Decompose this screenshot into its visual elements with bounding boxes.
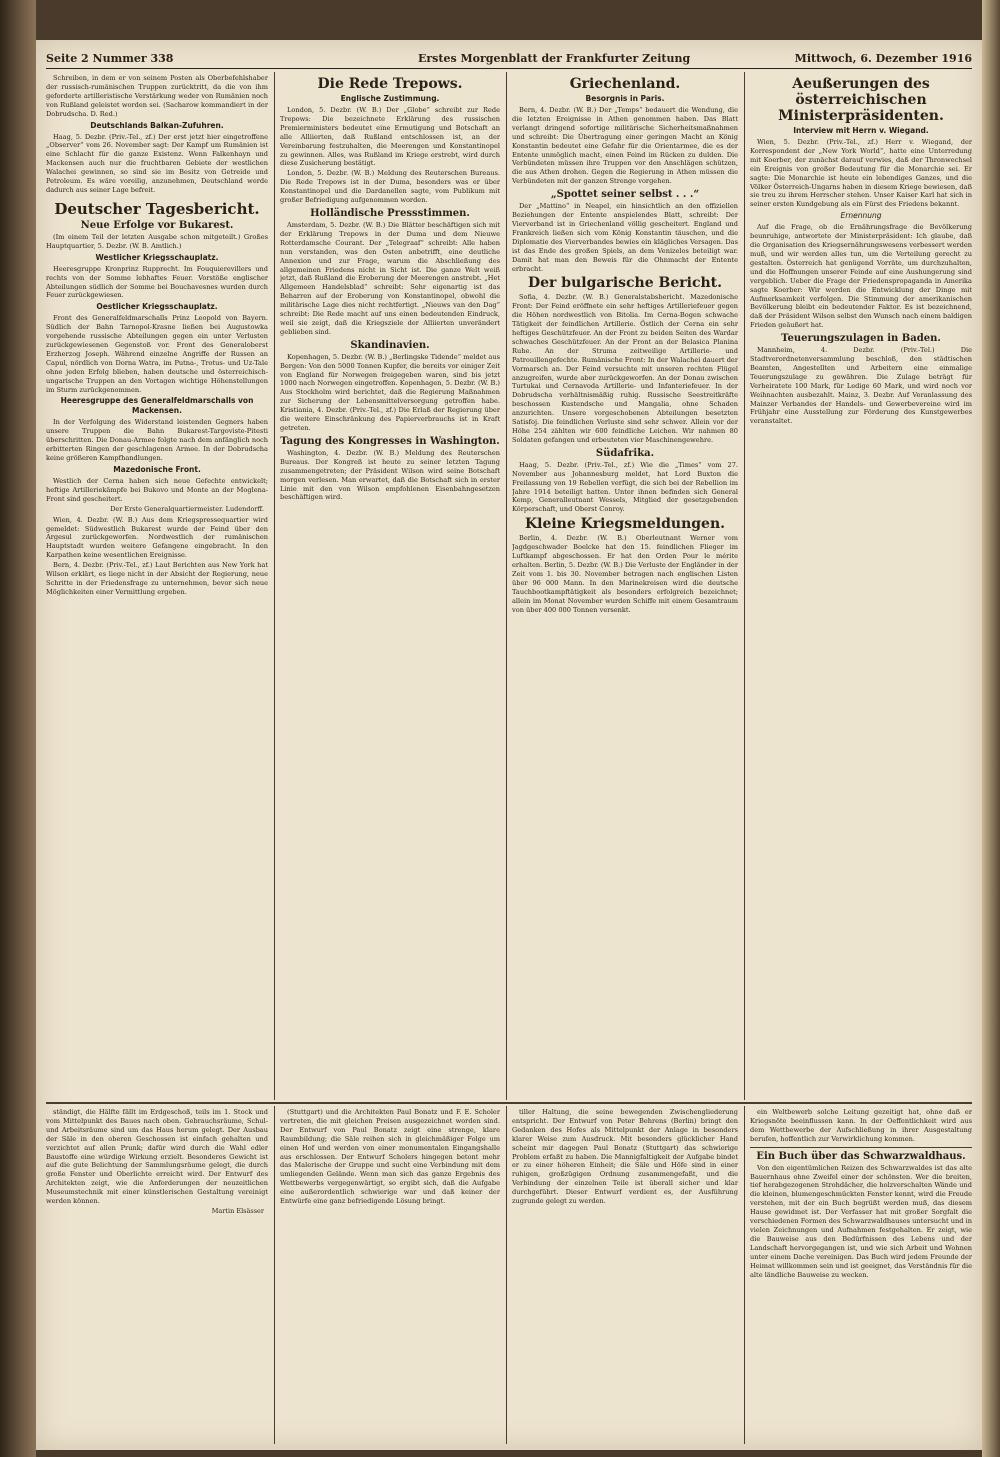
headline-trepow: Die Rede Trepows. [317,76,463,92]
article-text: Kopenhagen, 5. Dezbr. (W. B.) „Berlingske Tidende“ meldet aus Bergen: Von den 5000 Tonnen Kupfer, die bereits vor einiger Zeit von England für Norwegen freigegeben waren, sind bis jetzt 1000 nach Norwegen eingetroffen. Kopenhagen, 5. Dezbr. (W. B.) Aus Stockholm wird berichtet, daß die Regierung Maßnahmen zur Sicherung der Lebensmittelversorgung getroffen habe. Kristiania, 4. Dezbr. (Priv.-Tel., zf.) Die Erlaß der Regierung über die weitere Einschränkung des Papierverbrauchs ist in Kraft getreten. [280,352,500,432]
article-text: Front des Generalfeldmarschalls Prinz Leopold von Bayern. Südlich der Bahn Tarnopol-Krasne ließen bei Augustowka vorgehende russische Abteilungen gegen ein unter Verlusten zurückgewiesenen Gegenstoß vor. Front des Generaloberst Erzherzog Joseph. Während einzelne Angriffe der Russen an Capul, nördlich von Dorna Watra, im Putna-, Trotus- und Uz-Tale ohne jeden Erfolg blieben, haben deutsche und österreichisch-ungarische Truppen an den Vortagen wichtige Höhenstellungen im Sturm zurückgenommen. [46,314,268,394]
author-signature: Martin Elsässer [211,1206,264,1215]
article-text: Haag, 5. Dezbr. (Priv.-Tel., zf.) Der erst jetzt hier eingetroffene „Observer“ vom 26. November sagt: Der Kampf um Rumänien ist eine Schlacht für die ganze Existenz. Wenn Falkenhayn und Mackensen auch nur die fruchtbaren Gebiete der westlichen Walachei gewinnen, so sind sie im Besitz von Getreide und Petroleum. Es wäre voreilig, anzunehmen, Deutschland werde dadurch aus seiner Lage befreit. [46,132,268,194]
feuilleton-column-3 [512,1108,738,1444]
column-rule [274,72,275,1100]
feuilleton-text: Von den eigentümlichen Reizen des Schwarzwaldes ist das alte Bauernhaus ohne Zweifel einer der schönsten. Wer die breiten, tief herabgezogenen Strohdächer, die holzverschalten Wände und die kleinen, blumengeschmückten Fenster kennt, wird die Freude verstehen, mit der ein Buch begrüßt werden muß, das diesem Hause gewidmet ist. Der Verfasser hat mit großer Sorgfalt die verschiedenen Formen des Schwarzwaldhauses untersucht und in vielen Zeichnungen und Aufnahmen festgehalten. Er zeigt, wie die Bauweise aus den Bedürfnissen des Lebens und der Landschaft hervorgegangen ist, und wie sich Arbeit und Wohnen unter einem Dache vereinigen. Das Buch wird jedem Freunde der Heimat willkommen sein und ist geeignet, das Verständnis für die alte ländliche Bauweise zu wecken. [750,1163,972,1279]
headline-kriegsmeldungen: Kleine Kriegsmeldungen. [524,516,726,533]
article-text: Mannheim, 4. Dezbr. (Priv.-Tel.) Die Stadtverordnetenversammlung beschloß, den städtischen Beamten, Angestellten und Arbeitern eine einmalige Teuerungszulage zu gewähren. Die Zulage beträgt für Verheiratete 100 Mark, für Ledige 60 Mark, und wird noch vor Weihnachten ausbezahlt. Mainz, 3. Dezbr. Auf Veranlassung des Mainzer Verbandes der Handels- und Gewerbevereine wird im Frühjahr eine Ausstellung zur Förderung des Kunstgewerbes veranstaltet. [750,346,972,426]
page-header [46,50,972,69]
feuilleton-column-1 [46,1108,268,1444]
feuilleton-column-2 [280,1108,500,1444]
article-text: Der „Mattino“ in Neapel, ein hinsichtlich an den offiziellen Beziehungen der Entente anspielendes Blatt, schreibt: Der Vierverband ist in Griechenland völlig gescheitert. England und Frankreich ließen sich vom König Konstantin täuschen, und die Diplomatie des Vierverbandes bewies ein klägliches Versagen. Das ist das Ende des großen Spiels, an dem Venizelos beteiligt war. Damit hat man den Beweis für die Ohnmacht der Entente erbracht. [512,202,738,273]
article-text: (Im einem Teil der letzten Ausgabe schon mitgeteilt.) Großes Hauptquartier, 5. Dezbr. (W. B. Amtlich.) [46,232,268,250]
headline-suedafrika: Südafrika. [595,447,655,459]
article-text: Sofia, 4. Dezbr. (W. B.) Generalstabsbericht. Mazedonische Front: Der Feind eröffnete ein sehr heftiges Artilleriefeuer gegen die Höhen nordwestlich von Bitolia. Im Cerna-Bogen schwache Tätigkeit der feindlichen Artillerie. Östlich der Cerna ein sehr heftiges Geschützfeuer. An der Front zu beiden Seiten des Wardar schwaches Geschützfeuer. An der Front an der Belasica Planina Ruhe. An der Struma zeitweilige Artillerie- und Patrouillengefechte. Rumänische Front: In der Walachei dauert der Vormarsch an. Der Feind versuchte mit unseren rechten Flügel anzugreifen, wurde aber zurückgeworfen. An der Donau zwischen Turtukai und Cernavoda Artillerie- und Infanteriefeuer. In der Dobrudscha verhältnismäßig ruhig. Russische Seestreitkräfte beschossen Kustendsche und Mangalia, ohne Schaden anzurichten. Unsere vorgeschobenen Abteilungen besetzten Satisfoj. Die feindlichen Verluste sind sehr schwer. Allein vor der Höhe 254 zählten wir 600 feindliche Leichen. Wir nahmen 80 Soldaten gefangen und erbeuteten vier Maschinengewehre. [512,293,738,444]
headline-schwarzwaldhaus: Ein Buch über das Schwarzwaldhaus. [750,1147,972,1163]
column-rule [506,72,507,1100]
article-text: London, 5. Dezbr. (W. B.) Der „Globe“ schreibt zur Rede Trepows: Die bezeichnete Erklärung des russischen Premierministers bedeutet eine Ermutigung und Botschaft an alle Alliierten, daß Rußland entschlossen ist, an der Vereinbarung festzuhalten, die Meerengen und Konstantinopel zu gewinnen. Alles, was Rußland im Kriege erstrebt, wird durch diese Zusicherung bestätigt. [280,106,500,168]
article-text: In der Verfolgung des Widerstand leistenden Gegners haben unsere Truppen die Bahn Bukarest-Targoviste-Pitesti überschritten. Die Donau-Armee folgte nach dem anfänglich noch erbitterten Ringen der geschlagenen Armee. In der Dobrudscha keine größeren Kampfhandlungen. [46,418,268,463]
subheadline-interview: Interview mit Herrn v. Wiegand. [793,126,929,135]
article-text: Berlin, 4. Dezbr. (W. B.) Oberleutnant Werner vom Jagdgeschwader Boelcke hat den 15. feindlichen Flieger im Luftkampf abgeschossen. Er hat den Orden Pour le mérite erhalten. Berlin, 5. Dezbr. (W. B.) Die Verluste der Engländer in der Zeit vom 1. bis 30. November betragen nach englischen Listen über 96 000 Mann. In den Marinekreisen wird die deutsche Tauchbootkampftätigkeit als besonders erfolgreich bezeichnet; allein im Monat November wurden Schiffe mit einem Gesamtraum von über 400 000 Tonnen versenkt. [512,534,738,614]
headline-griechenland: Griechenland. [569,76,681,92]
headline-ministerpraesident: Aeußerungen des österreichischen Ministerpräsidenten. [778,76,944,124]
column-3 [512,74,738,1100]
headline-holland: Holländische Pressstimmen. [310,207,470,219]
subheadline-zustimmung: Englische Zustimmung. [340,94,440,103]
headline-mazedonisch: Mazedonische Front. [113,465,201,474]
article-text: London, 5. Dezbr. (W. B.) Meldung des Reuterschen Bureaus. Die Rede Trepows ist in der Duma, besonders was er über Konstantinopel und die Dardanellen sagte, vom Publikum mit großer Befriedigung aufgenommen worden. [280,169,500,205]
headline-oestlich: Oestlicher Kriegsschauplatz. [96,302,218,312]
column-4 [750,74,972,1100]
article-text: Washington, 4. Dezbr. (W. B.) Meldung des Reuterschen Bureaus. Der Kongreß ist heute zu seiner letzten Tagung zusammengetreten; der Präsident Wilson wird seine Botschaft morgen verlesen. Man erwartet, daß die Botschaft sich in erster Linie mit den von Wilson empfohlenen Eisenbahngesetzen beschäftigen wird. [280,448,500,502]
headline-bulgarisch: Der bulgarische Bericht. [528,275,722,292]
signature: Der Erste Generalquartiermeister. Ludendorff. [110,504,264,513]
subheadline-ernennung: Ernennung [840,211,882,221]
feuilleton-text: ständigt, die Hälfte fällt im Erdgeschoß, teils im 1. Stock und vom Mittelpunkt des Baues nach oben. Gebrauchsräume, Schul- und Arbeitsräume sind um das Haus herum gelegt. Der Ausbau der Säle in den oberen Geschossen ist einfach gehalten und verzichtet auf allen Prunk; dafür wird durch die Wahl edler Baustoffe eine würdige Wirkung erzielt. Besonderes Gewicht ist auf die gute Belichtung der Sammlungsräume gelegt, die durch große Fenster und Oberlichte erreicht wird. Der Entwurf des Architekten zeigt, wie die Anforderungen der neuzeitlichen Museumstechnik mit einer künstlerischen Gestaltung vereinigt werden können. [46,1108,268,1206]
feuilleton-text: (Stuttgart) und die Architekten Paul Bonatz und F. E. Scholer vertreten, die mit gleichen Preisen ausgezeichnet worden sind. Der Entwurf von Paul Bonatz zeigt eine strenge, klare Raumbildung; die Säle reihen sich in gleichmäßiger Folge um einen Hof und werden von einer monumentalen Eingangshalle aus erschlossen. Der Entwurf Scholers hingegen betont mehr das Malerische der Gruppe und sucht eine Verbindung mit dem umliegenden Gelände. Wenn man sich das ganze Ergebnis des Wettbewerbs vergegenwärtigt, so ergibt sich, daß die Aufgabe eine außerordentlich schwierige war und daß keiner der Entwürfe eine ganz befriedigende Lösung bringt. [280,1108,500,1206]
newspaper-title: Erstes Morgenblatt der Frankfurter Zeitung [418,52,691,65]
issue-date: Mittwoch, 6. Dezember 1916 [794,52,972,65]
column-1 [46,74,268,1100]
subheadline-paris: Besorgnis in Paris. [585,94,665,103]
headline-teuerung: Teuerungszulagen in Baden. [781,333,941,345]
headline-spottet: „Spottet seiner selbst . . .“ [550,189,700,201]
article-text: Bern, 4. Dezbr. (Priv.-Tel., zf.) Laut Berichten aus New York hat Wilson erklärt, es liege nicht in der Absicht der Regierung, neue Schritte in der Friedensfrage zu unternehmen, bevor sich neue Möglichkeiten einer Vermittlung ergeben. [46,561,268,596]
headline-kongress: Tagung des Kongresses in Washington. [280,435,500,447]
column-rule [744,72,745,1100]
article-text: Heeresgruppe Kronprinz Rupprecht. Im Fouquierevillers und rechts von der Somme lebhaftes Feuer. Vorstöße englischer Abteilungen südlich der Somme bei Bouchavesnes wurden durch Feuer zurückgewiesen. [46,264,268,300]
column-rule [506,1106,507,1444]
page-number: Seite 2 Nummer 338 [46,52,174,65]
headline-mackensen: Heeresgruppe des Generalfeldmarschalls von Mackensen. [60,396,254,416]
section-rule [46,1102,972,1104]
article-text: Wien, 4. Dezbr. (W. B.) Aus dem Kriegspressequartier wird gemeldet: Südwestlich Bukarest wurde der Feind über den Argesul zurückgeworfen. Nordwestlich der rumänischen Hauptstadt wurden weitere Gefangene eingebracht. In den Karpathen keine wesentlichen Ereignisse. [46,515,268,560]
article-text: Amsterdam, 5. Dezbr. (W. B.) Die Blätter beschäftigen sich mit der Erklärung Trepows in der Duma und dem Nieuwe Rotterdamsche Courant. Der „Telegraaf“ schreibt: Alle haben nun verstanden, was den Osten anbetrifft, eine deutliche Annexion und zur Frage, warum die Abschließung des allgemeinen Friedens nicht in Sicht ist. Die ganze Welt weiß jetzt, daß Rußland die Eroberung der Meerengen anstrebt. „Het Allgemeen Handelsblad“ schreibt: Sehr eigenartig ist das Beharren auf der Eroberung von Konstantinopel, obwohl die militärische Lage dies nicht rechtfertigt. „Nieuws van den Dag“ schreibt: Die Rede macht auf uns einen bedeutenden Eindruck, weil sie zeigt, daß die Kriegsziele der Alliierten unverändert geblieben sind. [280,220,500,336]
column-2 [280,74,500,1100]
page-edge [982,0,1000,1457]
column-rule [744,1106,745,1444]
subheadline-bukarest: Neue Erfolge vor Bukarest. [80,219,234,231]
headline-balkan: Deutschlands Balkan-Zufuhren. [90,120,224,130]
book-spine [0,0,36,1457]
feuilleton-column-4 [750,1108,972,1444]
article-text: Bern, 4. Dezbr. (W. B.) Der „Temps“ bedauert die Wendung, die die letzten Ereignisse in Athen genommen haben. Das Blatt verlangt dringend sofortige militärische Sicherheitsmaßnahmen und schreibt: Die Übertragung einer geringen Macht an König Konstantin bedeutet eine Gefahr für die Orientarmee, die es der Entente unmöglich macht, einen Feind im Rücken zu dulden. Die Verbündeten müssen ihre Truppen vor den Anschlägen schützen, die aus Athen drohen. Gegen die Regierung in Athen müssen die Verbündeten mit der ganzen Strenge vorgehen. [512,106,738,186]
column-rule [274,1106,275,1444]
feuilleton-text: tiller Haltung, die seine bewegenden Zwischengliederung entspricht. Der Entwurf von Peter Behrens (Berlin) bringt den Gedanken des Hofes als Mittelpunkt der Anlage in besonders klarer Weise zum Ausdruck. Mit besonders glücklicher Hand scheint mir dagegen Paul Bonatz (Stuttgart) das schwierige Problem erfaßt zu haben. Die Mannigfaltigkeit der Aufgabe bindet er zu einer höheren Einheit; die Säle und Höfe sind in einer ruhigen, großzügigen Ordnung zusammengefaßt, und die Verbindung der einzelnen Teile ist überall sicher und klar durchgeführt. Dieser Entwurf verdient es, der Ausführung zugrunde gelegt zu werden. [512,1108,738,1206]
article-intro: Schreiben, in dem er von seinem Posten als Oberbefehlshaber der russisch-rumänischen Truppen zurücktritt, da die von ihm geforderte artilleristische Verstärkung weder von Rumänien noch von Rußland geleistet worden sei. (Sacharow kommandiert in der Dobrudscha. D. Red.) [46,74,268,118]
headline-westlich: Westlicher Kriegsschauplatz. [95,252,219,262]
newspaper-page [36,40,982,1450]
feuilleton-text: ein Weltbewerb solche Leitung gezeitigt hat, ohne daß er Kriegsnöte beeinflussen kann. In der Oeffentlichkeit wird aus dem Wettbewerbe der Aufschließung in ihrer Ausgestaltung berufen, hoffentlich zur Verwirklichung kommen. [750,1108,972,1143]
article-text: Westlich der Cerna haben sich neue Gefechte entwickelt; heftige Artilleriekämpfe bei Bukovo und Monte an der Moglena-Front sind gescheitert. [46,477,268,503]
headline-skandinavien: Skandinavien. [350,339,430,351]
article-text: Wien, 5. Dezbr. (Priv.-Tel., zf.) Herr v. Wiegand, der Korrespondent der „New York World“, hatte eine Unterredung mit Koerber, der zunächst darauf verwies, daß der Thronwechsel ein Ereignis von großer Bedeutung für die Monarchie sei. Er sagte: Die Monarchie ist heute ein lebendiges Ganzes, und die Völker Österreich-Ungarns haben in diesem Kriege bewiesen, daß sie treu zu ihrem Herrscher stehen. Unser Kaiser Karl hat sich in seiner ersten Kundgebung als ein Fürst des Friedens bekannt. [750,138,972,209]
article-text: Haag, 5. Dezbr. (Priv.-Tel., zf.) Wie die „Times“ vom 27. November aus Johannesburg meldet, hat Lord Buxton die Freilassung von 19 Rebellen verfügt, die sich bei der Rebellion im Jahre 1914 beteiligt hatten. Unter ihnen befinden sich General Kemp, Generalleutnant Wessels, Mitglied der gesetzgebenden Körperschaft, und Oberst Conroy. [512,460,738,514]
article-text: Auf die Frage, ob die Ernährungsfrage die Bevölkerung beunruhige, antwortete der Ministerpräsident: Ich glaube, daß die Organisation des Kriegsernährungswesens verbessert werden muß, und wir werden alles tun, um die Verteilung gerecht zu gestalten. Österreich hat genügend Vorräte, um durchzuhalten, und die Hoffnungen unserer Feinde auf eine Aushungerung sind vergeblich. Ueber die Frage der Friedenspropaganda in Amerika sagte Koerber: Wir werden die Entwicklung der Dinge mit Aufmerksamkeit verfolgen. Die Stimmung der amerikanischen Bevölkerung bleibt ein bedeutender Faktor. Es ist bezeichnend, daß der Präsident Wilson selbst den Wunsch nach einem baldigen Frieden geäußert hat. [750,223,972,330]
headline-tagesbericht: Deutscher Tagesbericht. [54,199,260,218]
